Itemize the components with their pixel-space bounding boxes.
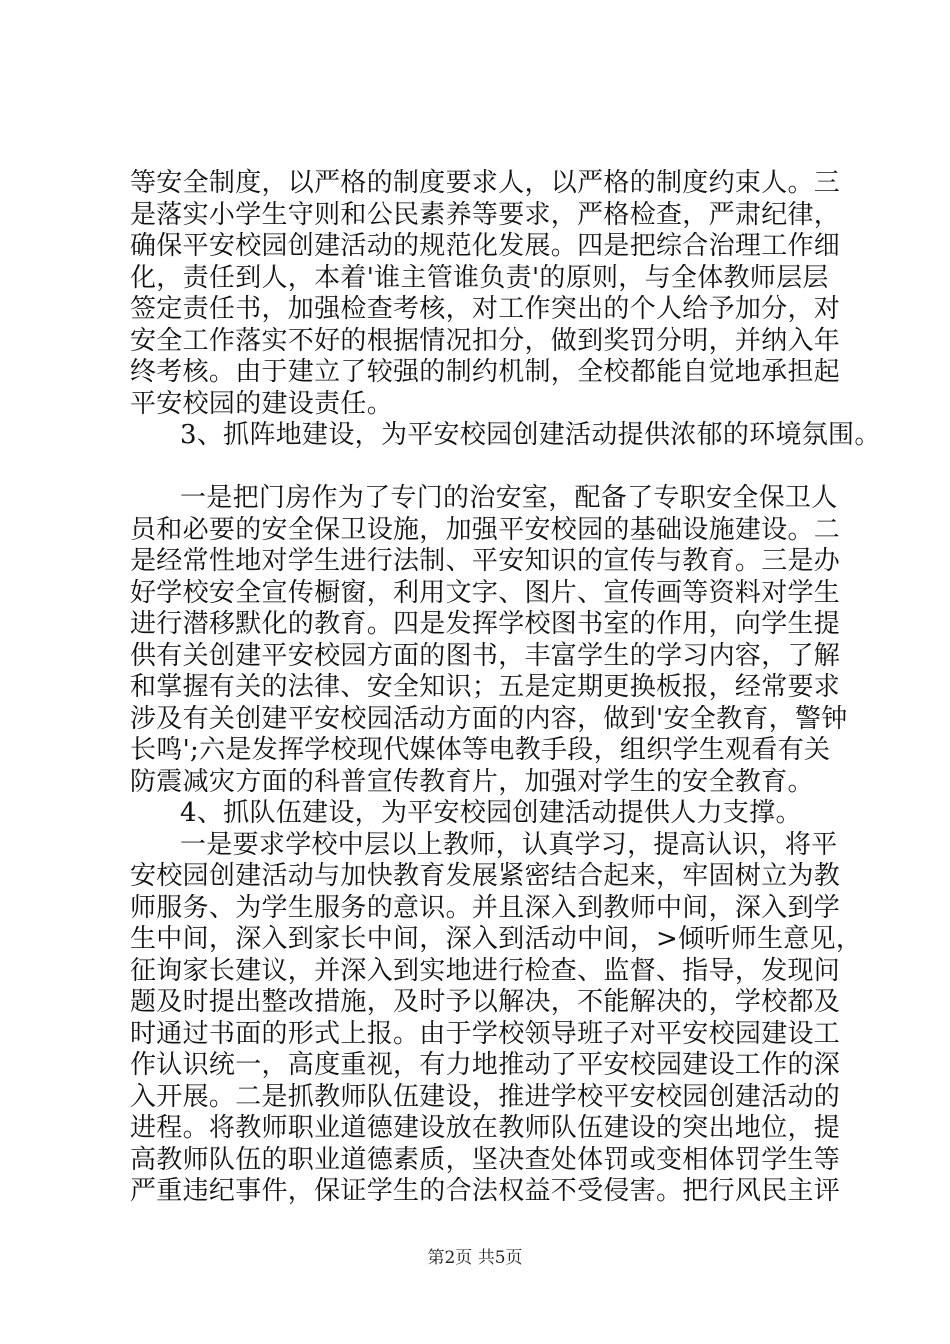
text-line: 高教师队伍的职业道德素质，坚决查处体罚或变相体罚学生等: [130, 1144, 841, 1175]
page-footer: 第2页 共5页: [427, 1248, 523, 1268]
text-line: 防震减灾方面的科普宣传教育片，加强对学生的安全教育。: [130, 766, 814, 797]
text-line: 题及时提出整改措施，及时予以解决，不能解决的，学校都及: [130, 987, 841, 1017]
text-line: 涉及有关创建平安校园活动方面的内容，做到'安全教育，警钟: [130, 703, 848, 734]
text-line: 供有关创建平安校园方面的图书，丰富学生的学习内容，了解: [130, 640, 841, 671]
text-line: 生中间，深入到家长中间，深入到活动中间，>倾听师生意见，: [130, 924, 863, 954]
body-text: [130, 168, 881, 1208]
text-line: 作认识统一，高度重视，有力地推动了平安校园建设工作的深: [130, 1050, 841, 1080]
blank-line: [130, 452, 850, 484]
text-line: 严重违纪事件，保证学生的合法权益不受侵害。把行风民主评: [130, 1176, 841, 1206]
text-line: 一是把门房作为了专门的治安室，配备了专职安全保卫人: [180, 483, 838, 513]
text-line: 平安校园的建设责任。: [130, 388, 394, 419]
text-line: 进行潜移默化的教育。四是发挥学校图书室的作用，向学生提: [130, 609, 841, 639]
text-line: 3、抓阵地建设，为平安校园创建活动提供浓郁的环境氛围。: [180, 420, 881, 450]
text-line: 化，责任到人，本着'谁主管谁负责'的原则，与全体教师层层: [130, 262, 829, 293]
text-line: 进程。将教师职业道德建设放在教师队伍建设的突出地位，提: [130, 1113, 841, 1143]
text-line: 征询家长建议，并深入到实地进行检查、监督、指导，发现问: [130, 955, 841, 986]
text-line: 终考核。由于建立了较强的制约机制，全校都能自觉地承担起: [130, 357, 841, 387]
text-line: 入开展。二是抓教师队伍建设，推进学校平安校园创建活动的: [130, 1081, 841, 1112]
text-line: 好学校安全宣传橱窗，利用文字、图片、宣传画等资料对学生: [130, 577, 841, 608]
text-line: 安校园创建活动与加快教育发展紧密结合起来，牢固树立为教: [130, 861, 841, 891]
text-line: 时通过书面的形式上报。由于学校领导班子对平安校园建设工: [130, 1018, 841, 1049]
text-line: 是落实小学生守则和公民素养等要求，严格检查，严肃纪律，: [130, 199, 841, 230]
text-line: 等安全制度，以严格的制度要求人，以严格的制度约束人。三: [130, 168, 841, 198]
text-line: 4、抓队伍建设，为平安校园创建活动提供人力支撑。: [180, 798, 802, 828]
text-line: 签定责任书，加强检查考核，对工作突出的个人给予加分，对: [130, 294, 841, 324]
text-line: 师服务、为学生服务的意识。并且深入到教师中间，深入到学: [130, 892, 841, 923]
text-line: 和掌握有关的法律、安全知识；五是定期更换板报，经常要求: [130, 672, 841, 702]
text-line: 确保平安校园创建活动的规范化发展。四是把综合治理工作细: [130, 231, 841, 261]
text-line: 安全工作落实不好的根据情况扣分，做到奖罚分明，并纳入年: [130, 325, 841, 356]
text-line: 是经常性地对学生进行法制、平安知识的宣传与教育。三是办: [130, 546, 841, 576]
text-line: 长鸣';六是发挥学校现代媒体等电教手段，组织学生观看有关: [130, 735, 831, 765]
text-line: 一是要求学校中层以上教师，认真学习，提高认识，将平: [180, 829, 838, 860]
text-line: 员和必要的安全保卫设施，加强平安校园的基础设施建设。二: [130, 514, 841, 545]
